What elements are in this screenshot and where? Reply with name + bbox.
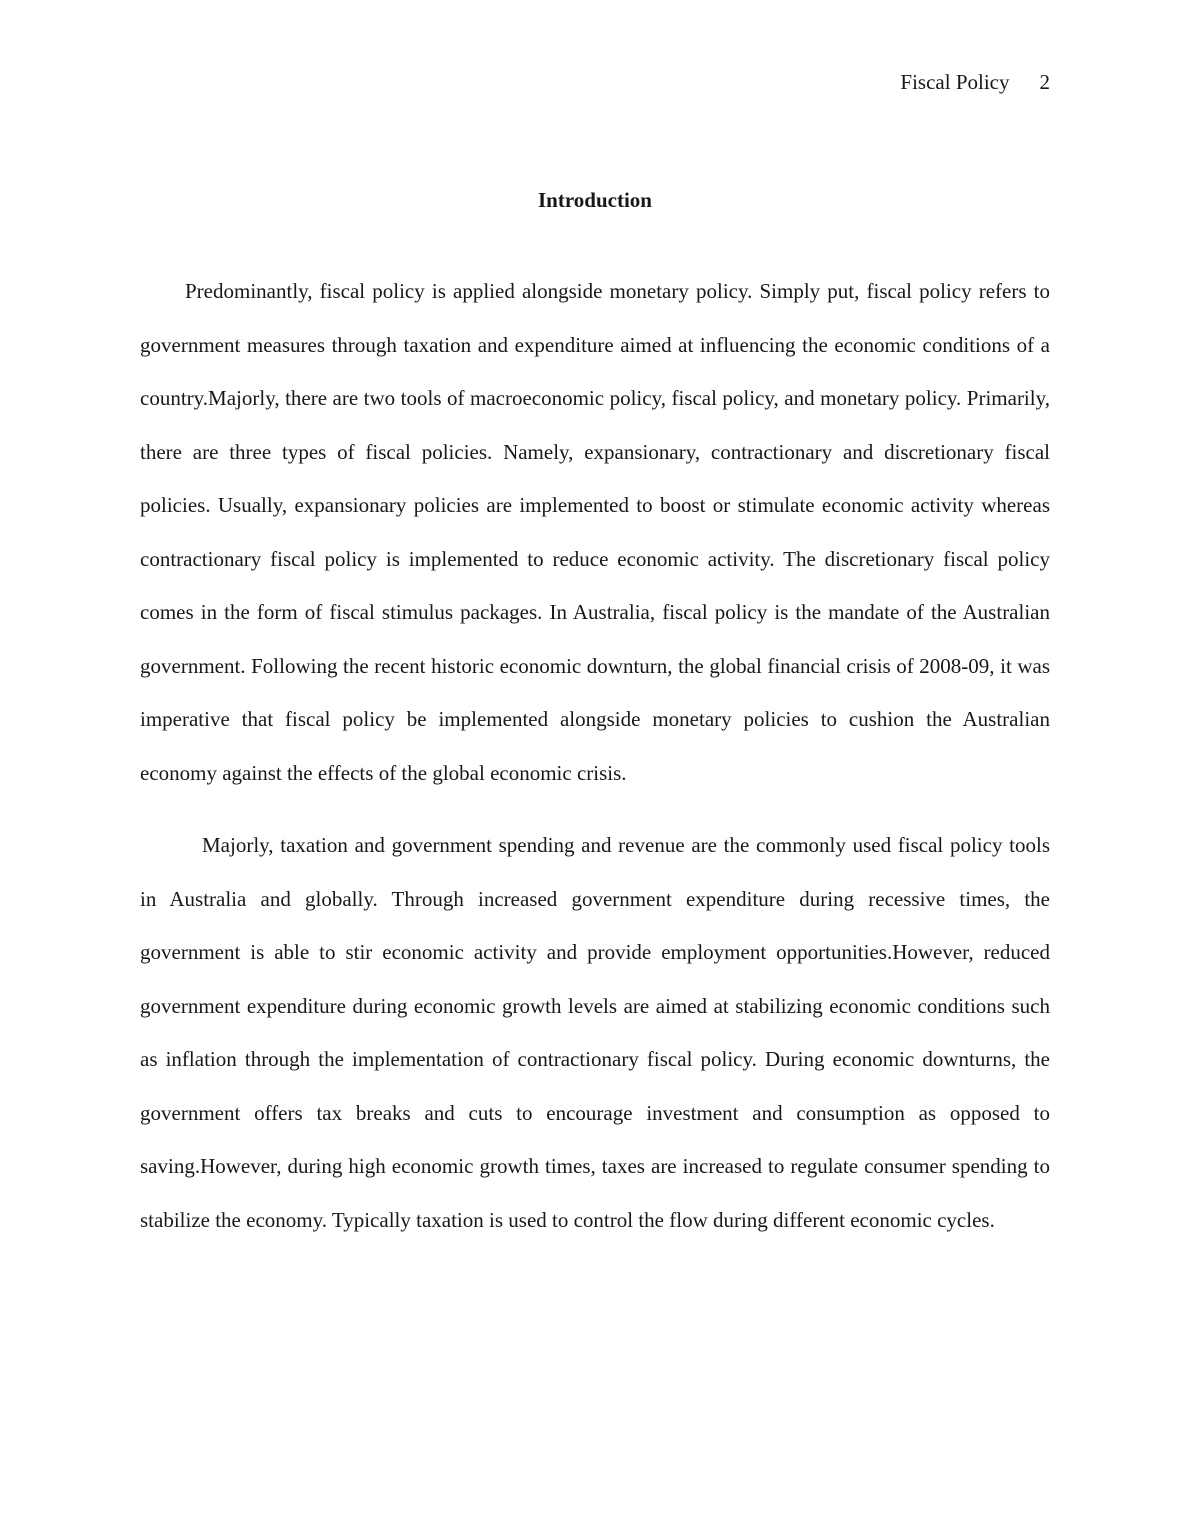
page-number: 2 <box>1039 70 1050 94</box>
running-head-title: Fiscal Policy <box>900 70 1010 94</box>
section-heading: Introduction <box>538 188 652 212</box>
document-body <box>140 188 1050 1247</box>
running-head <box>900 70 1050 95</box>
paragraph: Predominantly, fiscal policy is applied alongside monetary policy. Simply put, fiscal policy refers to government measures through taxation and expenditure aimed at influencing the economic conditions of a country.Majorly, there are two tools of macroeconomic policy, fiscal policy, and monetary policy. Primarily, there are three types of fiscal policies. Namely, expansionary, contractionary and discretionary fiscal policies. Usually, expansionary policies are implemented to boost or stimulate economic activity whereas contractionary fiscal policy is implemented to reduce economic activity. The discretionary fiscal policy comes in the form of fiscal stimulus packages. In Australia, fiscal policy is the mandate of the Australian government. Following the recent historic economic downturn, the global financial crisis of 2008-09, it was imperative that fiscal policy be implemented alongside monetary policies to cushion the Australian economy against the effects of the global economic crisis. <box>140 279 1050 785</box>
paragraph: Majorly, taxation and government spending and revenue are the commonly used fiscal policy tools in Australia and globally. Through increased government expenditure during recessive times, the government is able to stir economic activity and provide employment opportunities.However, reduced government expenditure during economic growth levels are aimed at stabilizing economic conditions such as inflation through the implementation of contractionary fiscal policy. During economic downturns, the government offers tax breaks and cuts to encourage investment and consumption as opposed to saving.However, during high economic growth times, taxes are increased to regulate consumer spending to stabilize the economy. Typically taxation is used to control the flow during different economic cycles. <box>140 833 1050 1232</box>
